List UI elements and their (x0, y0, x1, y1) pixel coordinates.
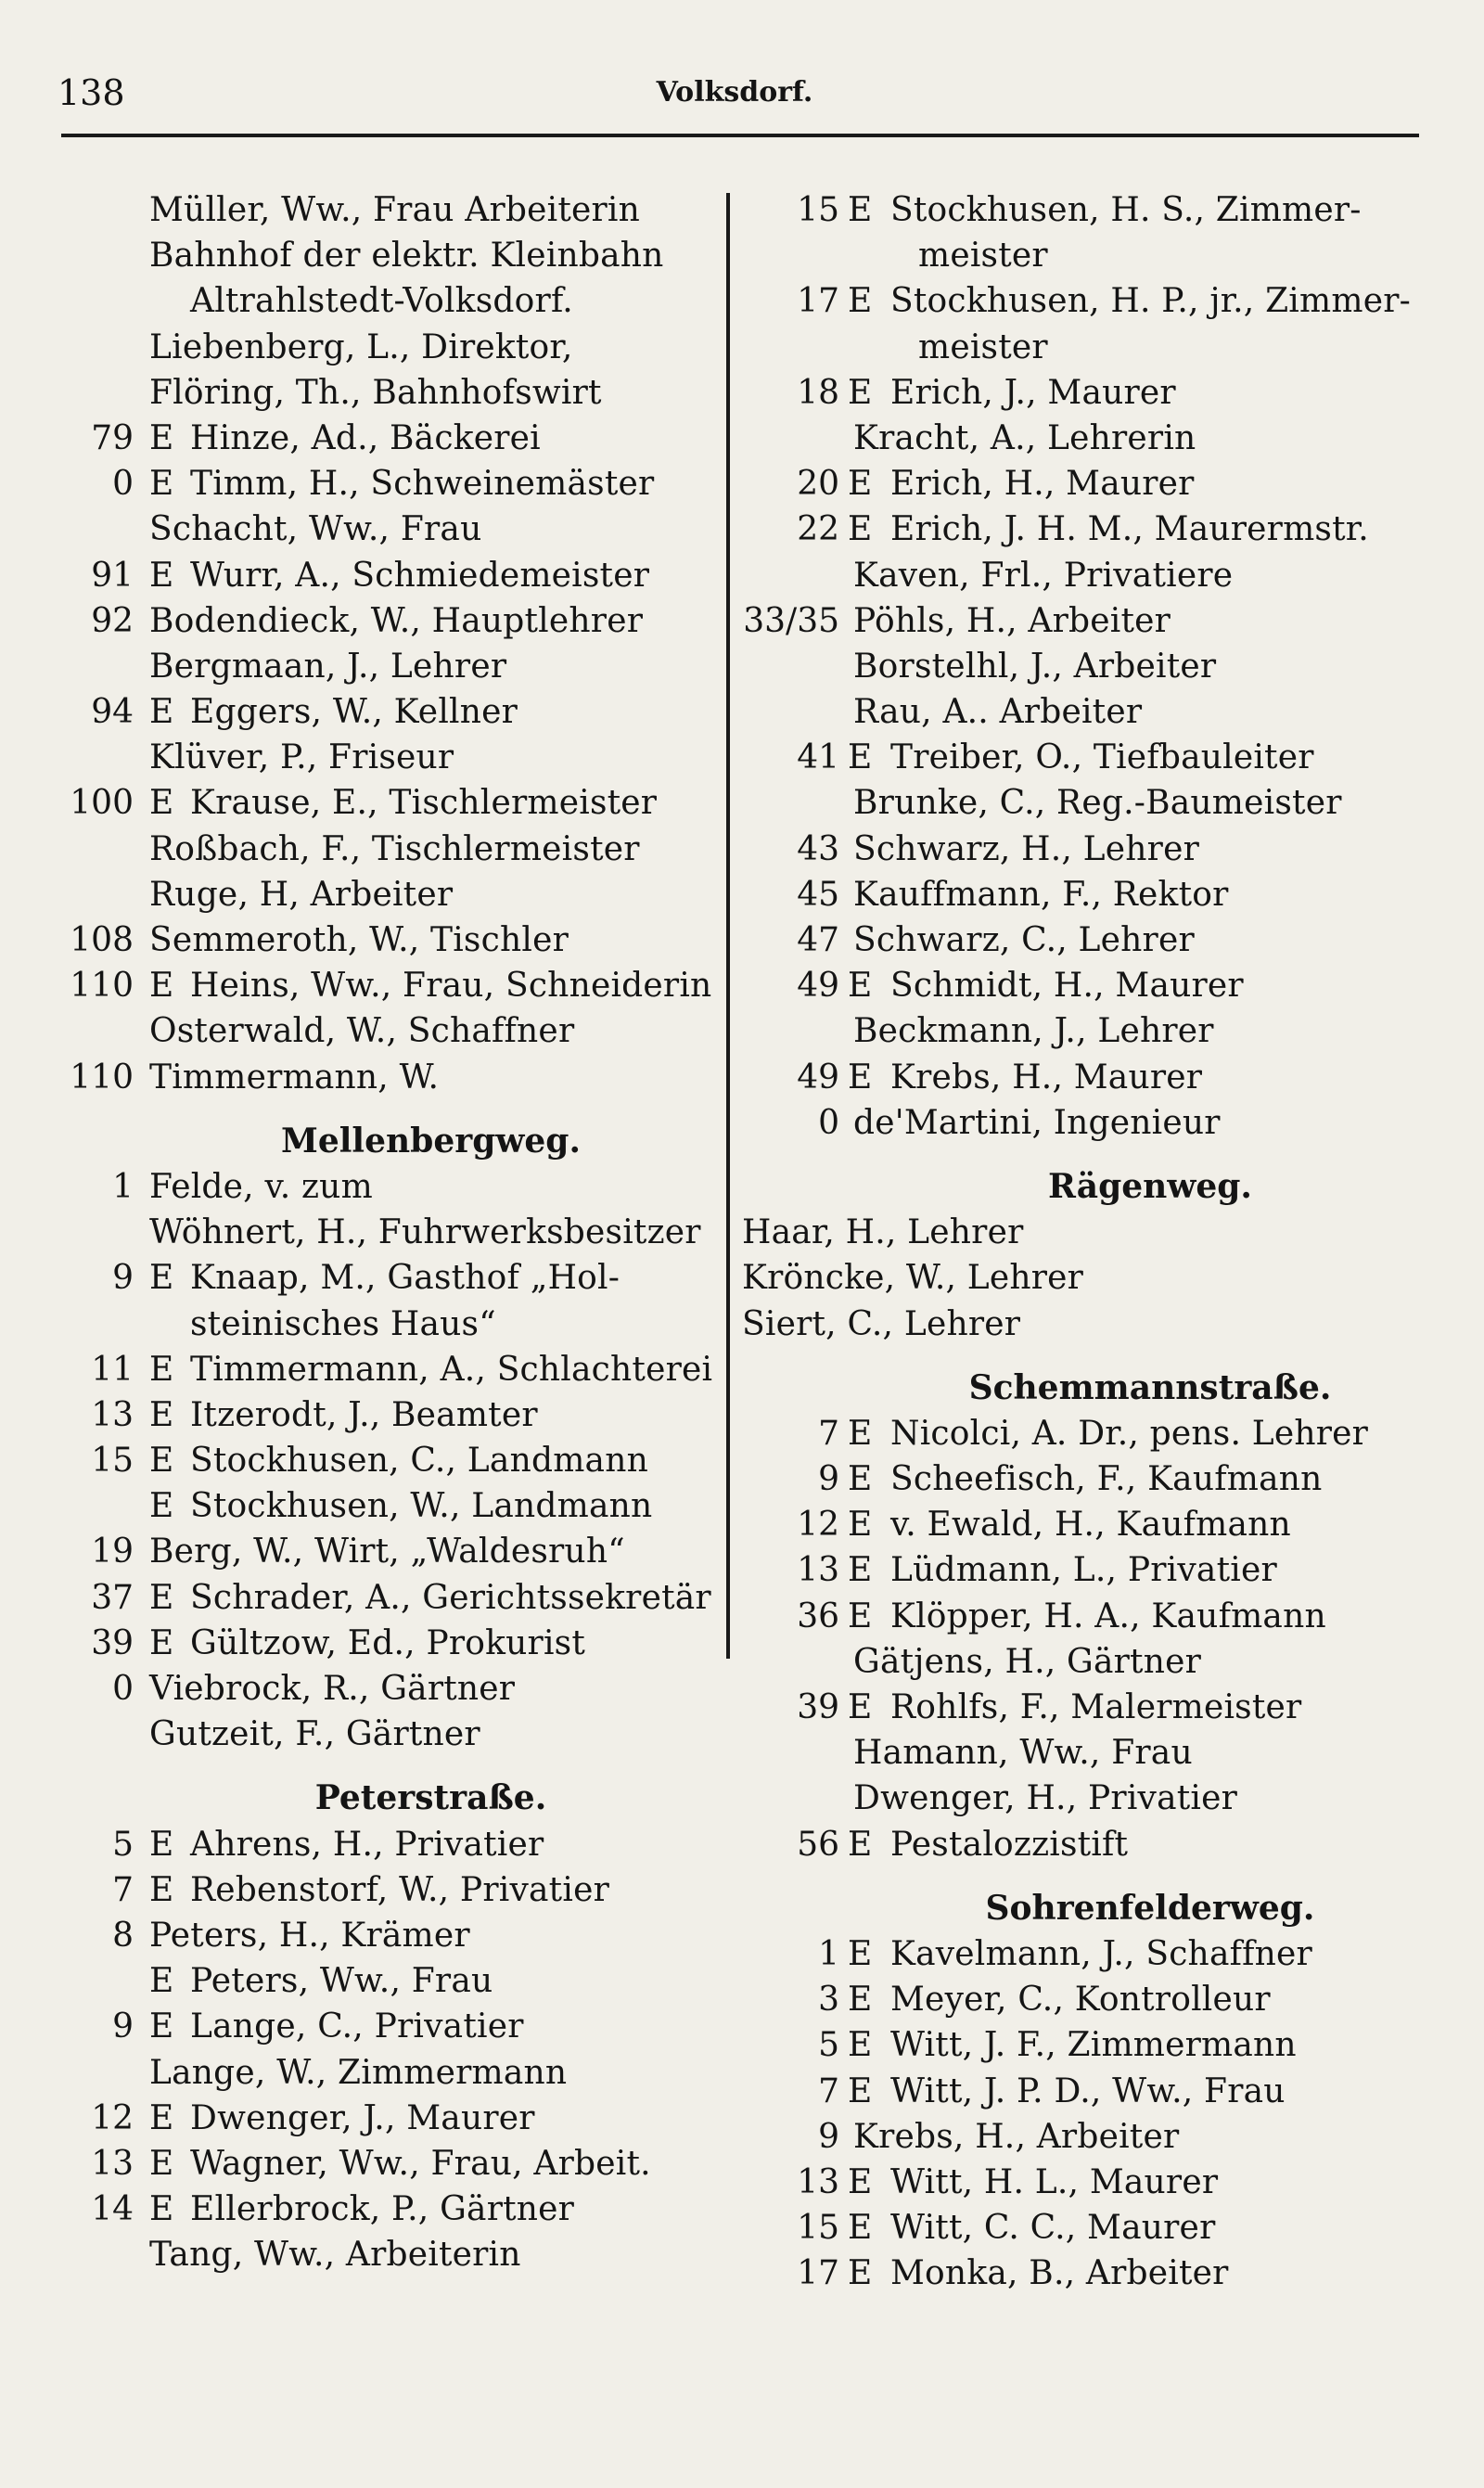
owner-mark: E (149, 2098, 174, 2137)
owner-mark: E (848, 1506, 873, 1545)
house-number: 13 (797, 2162, 839, 2201)
house-number: 108 (70, 921, 134, 959)
resident-text: Flöring, Th., Bahnhofswirt (149, 373, 602, 412)
resident-text: Berg, W., Wirt, „Waldesruh“ (149, 1533, 625, 1571)
directory-entry (742, 1008, 1447, 1054)
house-number: 56 (797, 1825, 839, 1864)
house-number: 9 (112, 1259, 134, 1298)
resident-text: Dwenger, H., Privatier (853, 1779, 1238, 1818)
directory-entry (742, 1255, 1447, 1301)
running-title: Volksdorf. (656, 76, 813, 109)
resident-text: Roßbach, F., Tischlermeister (149, 829, 640, 868)
house-number: 15 (91, 1442, 134, 1481)
directory-entry (742, 278, 1447, 324)
directory-entry (742, 1100, 1447, 1146)
resident-text: Klüver, P., Friseur (149, 738, 454, 777)
resident-text: Müller, Ww., Frau Arbeiterin (149, 191, 641, 229)
owner-mark: E (848, 1825, 873, 1864)
section-spacer (742, 1146, 1447, 1164)
resident-text: Wöhnert, H., Fuhrwerksbesitzer (149, 1213, 701, 1252)
house-number: 94 (91, 693, 134, 732)
owner-mark: E (848, 465, 873, 504)
resident-text: Rau, A.. Arbeiter (853, 693, 1143, 732)
house-number: 15 (797, 191, 839, 229)
owner-mark: E (149, 1962, 174, 2001)
house-number: 8 (112, 1916, 134, 1955)
resident-text: Rebenstorf, W., Privatier (190, 1870, 609, 1909)
directory-entry (58, 917, 721, 963)
house-number: 0 (112, 1670, 134, 1708)
directory-entry (742, 1502, 1447, 1547)
resident-text: Dwenger, J., Maurer (190, 2098, 535, 2137)
house-number: 13 (91, 2144, 134, 2183)
resident-text: Timmermann, W. (149, 1058, 440, 1097)
owner-mark: E (848, 2071, 873, 2110)
resident-text: Borstelhl, J., Arbeiter (853, 647, 1217, 686)
owner-mark: E (149, 784, 174, 823)
resident-text: Monka, B., Arbeiter (890, 2254, 1229, 2293)
resident-text: Pestalozzistift (890, 1825, 1129, 1864)
owner-mark: E (848, 2026, 873, 2065)
directory-entry (58, 872, 721, 917)
resident-text: Itzerodt, J., Beamter (190, 1395, 538, 1434)
resident-text: Witt, H. L., Maurer (890, 2162, 1219, 2201)
directory-entry (58, 1913, 721, 1958)
house-number: 3 (818, 1981, 839, 2020)
directory-entry (742, 872, 1447, 917)
house-number: 5 (112, 1825, 134, 1864)
resident-text: Viebrock, R., Gärtner (149, 1670, 516, 1708)
resident-text: Krebs, H., Maurer (890, 1058, 1203, 1097)
directory-entry (742, 416, 1447, 461)
resident-text: Lange, W., Zimmermann (149, 2053, 568, 2092)
house-number: 110 (70, 967, 134, 1006)
directory-entry (742, 780, 1447, 826)
directory-entry (58, 598, 721, 644)
directory-entry (58, 416, 721, 461)
directory-entry (58, 1483, 721, 1529)
directory-entry (58, 1958, 721, 2004)
resident-text: Krause, E., Tischlermeister (190, 784, 658, 823)
directory-entry (58, 553, 721, 598)
resident-text: Timm, H., Schweinemäster (190, 465, 655, 504)
house-number: 47 (797, 921, 839, 959)
directory-entry (742, 325, 1447, 370)
directory-entry (58, 2050, 721, 2096)
owner-mark: E (149, 1825, 174, 1864)
resident-text: Treiber, O., Tiefbauleiter (890, 738, 1314, 777)
directory-entry (58, 780, 721, 826)
header-rule (61, 134, 1419, 137)
resident-text: Stockhusen, W., Landmann (190, 1487, 653, 1526)
resident-text: Bahnhof der elektr. Kleinbahn (149, 237, 664, 276)
directory-entry (742, 461, 1447, 507)
owner-mark: E (149, 556, 174, 595)
directory-entry (742, 1055, 1447, 1100)
house-number: 49 (797, 1058, 839, 1097)
directory-entry (742, 1685, 1447, 1730)
owner-mark: E (848, 282, 873, 321)
directory-entry (742, 1411, 1447, 1456)
house-number: 13 (797, 1551, 839, 1590)
house-number: 15 (797, 2209, 839, 2248)
resident-text: steinisches Haus“ (190, 1304, 496, 1343)
owner-mark: E (149, 1395, 174, 1434)
left-column (58, 187, 721, 2277)
directory-entry (742, 1822, 1447, 1867)
resident-text: Brunke, C., Reg.-Baumeister (853, 784, 1342, 823)
directory-entry (58, 1302, 721, 1347)
house-number: 37 (91, 1578, 134, 1617)
resident-text: Lange, C., Privatier (190, 2007, 524, 2046)
resident-text: Schwarz, H., Lehrer (853, 829, 1199, 868)
directory-entry (58, 187, 721, 233)
resident-text: Peters, H., Krämer (149, 1916, 470, 1955)
owner-mark: E (149, 1350, 174, 1389)
directory-entry (58, 461, 721, 507)
directory-entry (58, 1055, 721, 1100)
owner-mark: E (848, 373, 873, 412)
directory-entry (742, 553, 1447, 598)
house-number: 9 (818, 2117, 839, 2156)
resident-text: Wurr, A., Schmiedemeister (190, 556, 650, 595)
directory-entry (58, 1712, 721, 1757)
house-number: 49 (797, 967, 839, 1006)
owner-mark: E (149, 967, 174, 1006)
resident-text: Lüdmann, L., Privatier (890, 1551, 1277, 1590)
owner-mark: E (848, 2254, 873, 2293)
resident-text: Gültzow, Ed., Prokurist (190, 1623, 586, 1662)
owner-mark: E (848, 738, 873, 777)
house-number: 0 (818, 1103, 839, 1142)
resident-text: Hinze, Ad., Bäckerei (190, 418, 541, 457)
directory-entry (58, 1210, 721, 1255)
directory-entry (58, 2096, 721, 2141)
directory-entry (742, 1931, 1447, 1977)
directory-entry (58, 2187, 721, 2232)
resident-text: Schrader, A., Gerichtssekretär (190, 1578, 711, 1617)
directory-entry (58, 1347, 721, 1392)
owner-mark: E (149, 1870, 174, 1909)
directory-entry (58, 1822, 721, 1867)
resident-text: Erich, J., Maurer (890, 373, 1176, 412)
directory-entry (742, 2160, 1447, 2205)
house-number: 33/35 (743, 601, 839, 640)
section-spacer (58, 1757, 721, 1776)
directory-entry (742, 598, 1447, 644)
resident-text: Gutzeit, F., Gärtner (149, 1715, 480, 1754)
owner-mark: E (848, 1058, 873, 1097)
house-number: 13 (91, 1395, 134, 1434)
resident-text: meister (918, 327, 1048, 366)
directory-entry (58, 325, 721, 370)
house-number: 39 (91, 1623, 134, 1662)
house-number: 1 (818, 1934, 839, 1973)
directory-entry (742, 2022, 1447, 2068)
street-heading: Sohrenfelderweg. (985, 1888, 1315, 1928)
owner-mark: E (149, 418, 174, 457)
house-number: 12 (797, 1506, 839, 1545)
resident-text: Pöhls, H., Arbeiter (853, 601, 1171, 640)
resident-text: de'Martini, Ingenieur (853, 1103, 1221, 1142)
resident-text: Witt, C. C., Maurer (890, 2209, 1216, 2248)
resident-text: Tang, Ww., Arbeiterin (149, 2236, 521, 2275)
directory-entry (742, 689, 1447, 735)
house-number: 17 (797, 2254, 839, 2293)
house-number: 43 (797, 829, 839, 868)
house-number: 110 (70, 1058, 134, 1097)
owner-mark: E (848, 1597, 873, 1635)
owner-mark: E (848, 1460, 873, 1499)
owner-mark: E (848, 967, 873, 1006)
resident-text: Ahrens, H., Privatier (190, 1825, 544, 1864)
directory-entry (58, 1164, 721, 1210)
directory-entry (742, 1547, 1447, 1593)
owner-mark: E (149, 1487, 174, 1526)
owner-mark: E (149, 2144, 174, 2183)
directory-entry (742, 1977, 1447, 2022)
resident-text: Heins, Ww., Frau, Schneiderin (190, 967, 712, 1006)
house-number: 20 (797, 465, 839, 504)
resident-text: Meyer, C., Kontrolleur (890, 1981, 1271, 2020)
directory-entry (58, 1666, 721, 1712)
house-number: 12 (91, 2098, 134, 2137)
owner-mark: E (848, 191, 873, 229)
owner-mark: E (848, 1981, 873, 2020)
directory-entry (58, 2232, 721, 2277)
resident-text: Ellerbrock, P., Gärtner (190, 2190, 575, 2229)
owner-mark: E (848, 1688, 873, 1726)
house-number: 41 (797, 738, 839, 777)
directory-entry (58, 370, 721, 416)
resident-text: Stockhusen, C., Landmann (190, 1442, 648, 1481)
house-number: 92 (91, 601, 134, 640)
house-number: 11 (91, 1350, 134, 1389)
directory-entry (742, 187, 1447, 233)
directory-entry (742, 2114, 1447, 2160)
resident-text: Osterwald, W., Schaffner (149, 1012, 575, 1051)
directory-entry (58, 2004, 721, 2049)
resident-text: v. Ewald, H., Kaufmann (890, 1506, 1291, 1545)
directory-entry (58, 1255, 721, 1301)
resident-text: Kavelmann, J., Schaffner (890, 1934, 1312, 1973)
resident-text: Klöpper, H. A., Kaufmann (890, 1597, 1326, 1635)
resident-text: Nicolci, A. Dr., pens. Lehrer (890, 1414, 1369, 1453)
directory-entry (58, 233, 721, 278)
resident-text: Rohlfs, F., Malermeister (890, 1688, 1302, 1726)
directory-entry (742, 1776, 1447, 1821)
resident-text: Knaap, M., Gasthof „Hol- (190, 1259, 620, 1298)
resident-text: meister (918, 237, 1048, 276)
resident-text: Stockhusen, H. S., Zimmer- (890, 191, 1362, 229)
owner-mark: E (149, 1578, 174, 1617)
house-number: 9 (818, 1460, 839, 1499)
resident-text: Felde, v. zum (149, 1167, 373, 1206)
house-number: 91 (91, 556, 134, 595)
resident-text: Schmidt, H., Maurer (890, 967, 1244, 1006)
directory-entry (742, 1639, 1447, 1685)
directory-entry (742, 963, 1447, 1008)
page-number: 138 (58, 72, 125, 113)
resident-text: Kröncke, W., Lehrer (742, 1259, 1084, 1298)
directory-entry (58, 689, 721, 735)
directory-entry (742, 1730, 1447, 1776)
owner-mark: E (149, 2190, 174, 2229)
directory-entry (742, 2251, 1447, 2296)
directory-entry (58, 1867, 721, 1913)
resident-text: Witt, J. P. D., Ww., Frau (890, 2071, 1286, 2110)
house-number: 0 (112, 465, 134, 504)
directory-entry (742, 1210, 1447, 1255)
house-number: 36 (797, 1597, 839, 1635)
resident-text: Peters, Ww., Frau (190, 1962, 493, 2001)
directory-entry (742, 370, 1447, 416)
directory-entry (58, 278, 721, 324)
resident-text: Bodendieck, W., Hauptlehrer (149, 601, 644, 640)
resident-text: Beckmann, J., Lehrer (853, 1012, 1214, 1051)
section-spacer (58, 1100, 721, 1119)
owner-mark: E (149, 1442, 174, 1481)
directory-entry (742, 1456, 1447, 1502)
directory-entry (58, 735, 721, 780)
resident-text: Eggers, W., Kellner (190, 693, 518, 732)
resident-text: Stockhusen, H. P., jr., Zimmer- (890, 282, 1411, 321)
directory-entry (58, 1008, 721, 1054)
house-number: 39 (797, 1688, 839, 1726)
resident-text: Kaven, Frl., Privatiere (853, 556, 1234, 595)
resident-text: Ruge, H, Arbeiter (149, 875, 454, 914)
resident-text: Gätjens, H., Gärtner (853, 1642, 1202, 1681)
directory-entry (58, 1575, 721, 1621)
section-spacer (742, 1347, 1447, 1366)
owner-mark: E (848, 1414, 873, 1453)
directory-entry (58, 827, 721, 872)
street-heading: Rägenweg. (1048, 1166, 1252, 1206)
house-number: 18 (797, 373, 839, 412)
owner-mark: E (149, 465, 174, 504)
resident-text: Hamann, Ww., Frau (853, 1734, 1193, 1773)
directory-entry (58, 1529, 721, 1574)
owner-mark: E (848, 2209, 873, 2248)
column-divider (726, 193, 730, 1659)
directory-entry (58, 2141, 721, 2187)
directory-entry (58, 1621, 721, 1666)
street-heading: Mellenbergweg. (281, 1121, 581, 1161)
resident-text: Kauffmann, F., Rektor (853, 875, 1229, 914)
page-header (58, 72, 1412, 128)
street-heading: Peterstraße. (314, 1778, 547, 1818)
directory-entry (742, 735, 1447, 780)
resident-text: Wagner, Ww., Frau, Arbeit. (190, 2144, 651, 2183)
directory-entry (742, 1302, 1447, 1347)
directory-entry (742, 827, 1447, 872)
resident-text: Schwarz, C., Lehrer (853, 921, 1195, 959)
house-number: 7 (818, 1414, 839, 1453)
resident-text: Timmermann, A., Schlachterei (190, 1350, 713, 1389)
directory-entry (742, 2069, 1447, 2114)
house-number: 22 (797, 510, 839, 549)
street-heading: Schemmannstraße. (968, 1367, 1332, 1407)
owner-mark: E (149, 1623, 174, 1662)
owner-mark: E (149, 2007, 174, 2046)
house-number: 7 (112, 1870, 134, 1909)
directory-entry (58, 963, 721, 1008)
resident-text: Erich, J. H. M., Maurermstr. (890, 510, 1369, 549)
right-column (742, 187, 1447, 2296)
directory-entry (58, 644, 721, 689)
directory-entry (58, 507, 721, 552)
house-number: 5 (818, 2026, 839, 2065)
directory-entry (742, 233, 1447, 278)
resident-text: Schacht, Ww., Frau (149, 510, 482, 549)
resident-text: Witt, J. F., Zimmermann (890, 2026, 1297, 2065)
directory-entry (58, 1392, 721, 1438)
house-number: 79 (91, 418, 134, 457)
resident-text: Altrahlstedt-Volksdorf. (190, 282, 573, 321)
house-number: 19 (91, 1533, 134, 1571)
directory-entry (742, 644, 1447, 689)
owner-mark: E (848, 510, 873, 549)
house-number: 7 (818, 2071, 839, 2110)
resident-text: Kracht, A., Lehrerin (853, 418, 1196, 457)
owner-mark: E (848, 1551, 873, 1590)
house-number: 100 (70, 784, 134, 823)
house-number: 45 (797, 875, 839, 914)
resident-text: Scheefisch, F., Kaufmann (890, 1460, 1323, 1499)
owner-mark: E (149, 1259, 174, 1298)
directory-entry (58, 1438, 721, 1483)
resident-text: Bergmaan, J., Lehrer (149, 647, 507, 686)
resident-text: Semmeroth, W., Tischler (149, 921, 569, 959)
resident-text: Haar, H., Lehrer (742, 1213, 1024, 1252)
resident-text: Liebenberg, L., Direktor, (149, 327, 573, 366)
resident-text: Erich, H., Maurer (890, 465, 1195, 504)
house-number: 9 (112, 2007, 134, 2046)
directory-entry (742, 2205, 1447, 2251)
section-spacer (742, 1867, 1447, 1886)
house-number: 1 (112, 1167, 134, 1206)
directory-entry (742, 917, 1447, 963)
resident-text: Krebs, H., Arbeiter (853, 2117, 1180, 2156)
owner-mark: E (848, 2162, 873, 2201)
house-number: 17 (797, 282, 839, 321)
directory-entry (742, 1594, 1447, 1639)
owner-mark: E (848, 1934, 873, 1973)
directory-entry (742, 507, 1447, 552)
owner-mark: E (149, 693, 174, 732)
house-number: 14 (91, 2190, 134, 2229)
resident-text: Siert, C., Lehrer (742, 1304, 1021, 1343)
